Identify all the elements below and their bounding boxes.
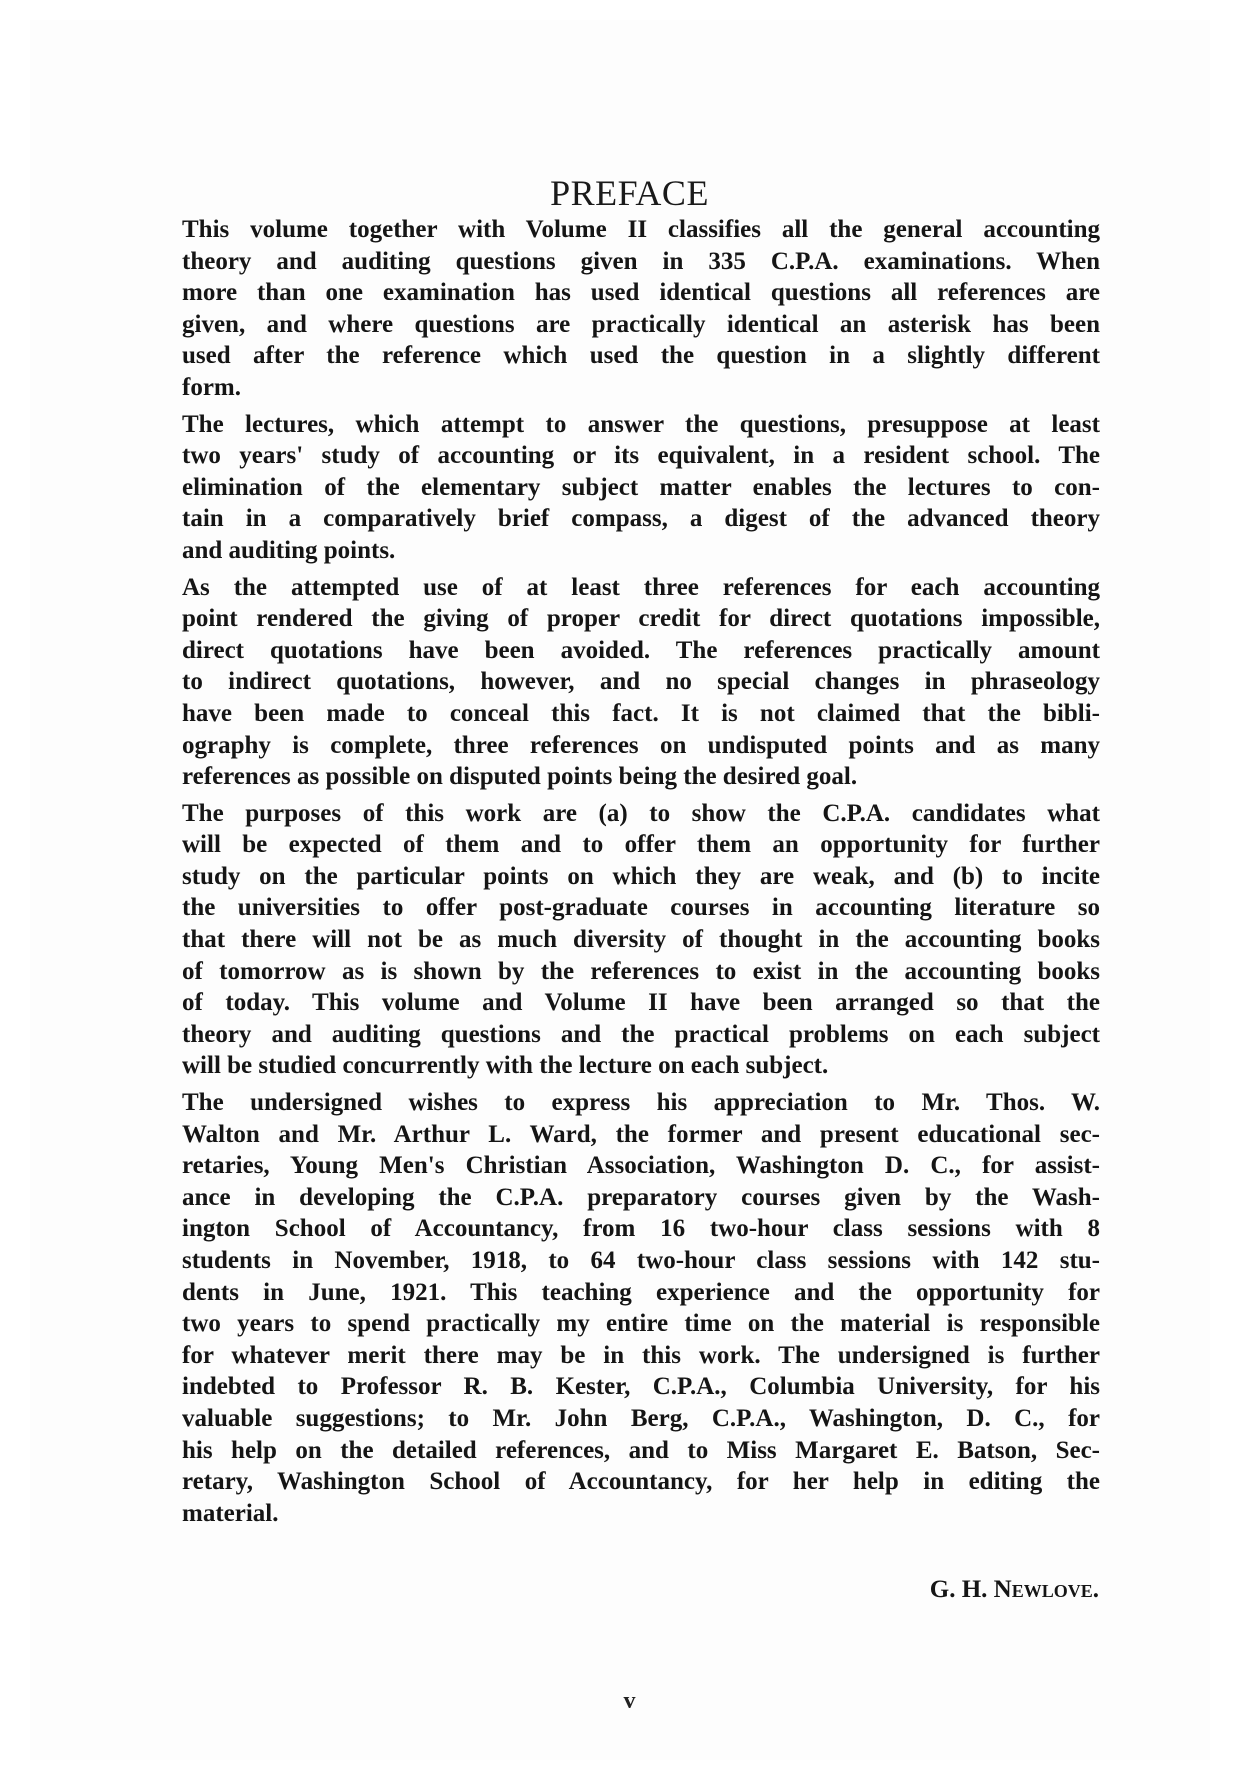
text-line: study on the particular points on which they are weak, and (b) to incite bbox=[182, 862, 1100, 890]
text-line: The purposes of this work are (a) to show the C.P.A. candidates what bbox=[182, 799, 1100, 827]
text-line: will be expected of them and to offer them an opportunity for further bbox=[182, 831, 1100, 859]
text-line: used after the reference which used the question in a slightly different bbox=[182, 342, 1100, 370]
paragraph bbox=[182, 572, 1100, 793]
page-title: PREFACE bbox=[550, 173, 709, 213]
signature bbox=[930, 1576, 1099, 1604]
paragraph bbox=[182, 1087, 1100, 1529]
text-line: ography is complete, three references on undisputed points and as many bbox=[182, 731, 1100, 759]
page-number: v bbox=[623, 1688, 636, 1714]
text-line: more than one examination has used identical questions all references are bbox=[182, 279, 1100, 307]
text-line: indebted to Professor R. B. Kester, C.P.A., Columbia University, for his bbox=[182, 1373, 1100, 1401]
text-line: valuable suggestions; to Mr. John Berg, C.P.A., Washington, D. C., for bbox=[182, 1404, 1100, 1432]
text-line: two years to spend practically my entire time on the material is responsible bbox=[182, 1310, 1100, 1338]
text-line: theory and auditing questions given in 335 C.P.A. examinations. When bbox=[182, 247, 1100, 275]
text-line: form. bbox=[182, 373, 241, 401]
text-line: ington School of Accountancy, from 16 two-hour class sessions with 8 bbox=[182, 1215, 1100, 1243]
paragraph bbox=[182, 214, 1100, 404]
paragraph bbox=[182, 798, 1100, 1082]
text-line: of tomorrow as is shown by the references to exist in the accounting books bbox=[182, 957, 1100, 985]
text-line: This volume together with Volume II classifies all the general accounting bbox=[182, 216, 1100, 243]
text-line: ance in developing the C.P.A. preparatory courses given by the Wash- bbox=[182, 1183, 1100, 1211]
text-line: his help on the detailed references, and to Miss Margaret E. Batson, Sec- bbox=[182, 1436, 1100, 1464]
text-line: to indirect quotations, however, and no special changes in phraseology bbox=[182, 668, 1100, 696]
text-line: As the attempted use of at least three references for each accounting bbox=[182, 573, 1100, 601]
text-line: dents in June, 1921. This teaching experience and the opportunity for bbox=[182, 1278, 1100, 1306]
signature-surname: Newlove. bbox=[993, 1576, 1099, 1603]
text-line: material. bbox=[182, 1499, 279, 1527]
text-line: have been made to conceal this fact. It is not claimed that the bibli- bbox=[182, 699, 1100, 727]
preface-body bbox=[182, 214, 1100, 1534]
text-line: The lectures, which attempt to answer the questions, presuppose at least bbox=[182, 410, 1100, 438]
text-line: elimination of the elementary subject matter enables the lectures to con- bbox=[182, 473, 1100, 501]
text-line: students in November, 1918, to 64 two-hour class sessions with 142 stu- bbox=[182, 1247, 1100, 1274]
text-line: Walton and Mr. Arthur L. Ward, the former and present educational sec- bbox=[182, 1120, 1100, 1148]
text-line: references as possible on disputed points being the desired goal. bbox=[182, 763, 858, 791]
text-line: two years' study of accounting or its equivalent, in a resident school. The bbox=[182, 442, 1100, 470]
text-line: given, and where questions are practically identical an asterisk has been bbox=[182, 310, 1100, 338]
paragraph bbox=[182, 409, 1100, 567]
text-line: that there will not be as much diversity of thought in the accounting books bbox=[182, 926, 1100, 954]
text-line: retaries, Young Men's Christian Association, Washington D. C., for assist- bbox=[182, 1152, 1100, 1180]
text-line: of today. This volume and Volume II have been arranged so that the bbox=[182, 989, 1100, 1017]
text-line: direct quotations have been avoided. The references practically amount bbox=[182, 636, 1100, 664]
signature-initials: G. H. bbox=[929, 1576, 994, 1603]
text-line: the universities to offer post-graduate courses in accounting literature so bbox=[182, 894, 1100, 922]
text-line: retary, Washington School of Accountancy, for her help in editing the bbox=[182, 1468, 1100, 1496]
text-line: for whatever merit there may be in this work. The undersigned is further bbox=[182, 1341, 1100, 1369]
text-line: The undersigned wishes to express his appreciation to Mr. Thos. W. bbox=[182, 1089, 1100, 1117]
text-line: point rendered the giving of proper credit for direct quotations impossible, bbox=[182, 605, 1100, 633]
text-line: tain in a comparatively brief compass, a digest of the advanced theory bbox=[182, 505, 1100, 533]
text-line: will be studied concurrently with the lecture on each subject. bbox=[182, 1052, 829, 1080]
text-line: and auditing points. bbox=[182, 536, 396, 564]
text-line: theory and auditing questions and the practical problems on each subject bbox=[182, 1020, 1100, 1048]
